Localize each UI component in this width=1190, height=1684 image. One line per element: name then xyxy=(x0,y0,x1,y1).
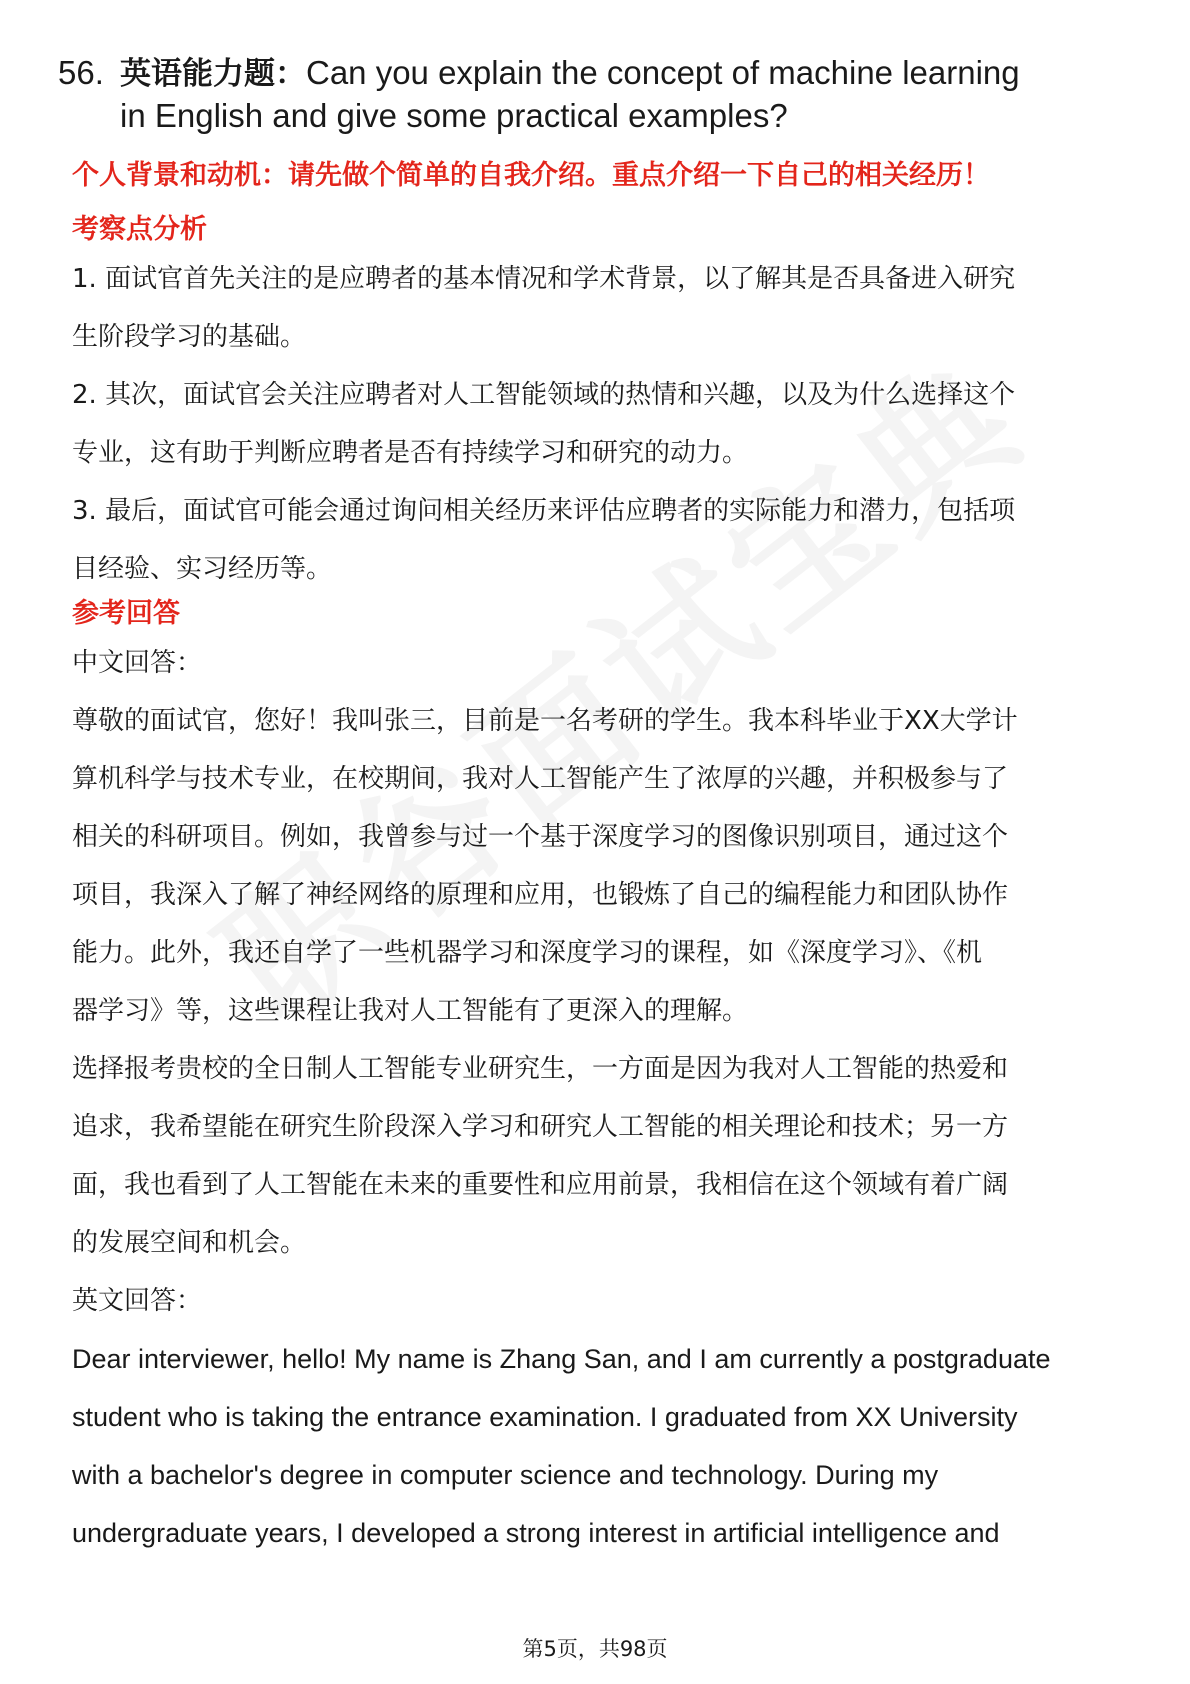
analysis-line: 2. 其次，面试官会关注应聘者对人工智能领域的热情和兴趣，以及为什么选择这个 xyxy=(72,380,1016,410)
en-answer-line: student who is taking the entrance examination. I graduated from XX University xyxy=(72,1402,1018,1432)
analysis-line: 专业，这有助于判断应聘者是否有持续学习和研究的动力。 xyxy=(72,438,749,468)
question-label: 英语能力题： xyxy=(120,56,306,92)
analysis-line: 3. 最后，面试官可能会通过询问相关经历来评估应聘者的实际能力和潜力，包括项 xyxy=(72,496,1016,526)
en-answer-line: Dear interviewer, hello! My name is Zhang San, and I am currently a postgraduate xyxy=(72,1344,1051,1374)
analysis-body xyxy=(72,250,1132,598)
analysis-line: 目经验、实习经历等。 xyxy=(72,554,333,584)
analysis-line: 1. 面试官首先关注的是应聘者的基本情况和学术背景，以了解其是否具备进入研究 xyxy=(72,264,1016,294)
cn-answer-line: 追求，我希望能在研究生阶段深入学习和研究人工智能的相关理论和技术；另一方 xyxy=(72,1112,1009,1142)
cn-answer-line: 选择报考贵校的全日制人工智能专业研究生，一方面是因为我对人工智能的热爱和 xyxy=(72,1054,1009,1084)
cn-answer-line: 的发展空间和机会。 xyxy=(72,1228,307,1258)
question-title xyxy=(58,52,1128,137)
en-answer-line: with a bachelor's degree in computer science and technology. During my xyxy=(72,1460,939,1490)
cn-answer-line: 相关的科研项目。例如，我曾参与过一个基于深度学习的图像识别项目，通过这个 xyxy=(72,822,1009,852)
cn-answer-line: 尊敬的面试官，您好！我叫张三，目前是一名考研的学生。我本科毕业于XX大学计 xyxy=(72,706,1018,736)
background-prompt-heading: 个人背景和动机：请先做个简单的自我介绍。重点介绍一下自己的相关经历！ xyxy=(72,160,990,191)
page-number-footer: 第5页，共98页 xyxy=(522,1637,668,1661)
reference-heading: 参考回答 xyxy=(72,598,180,629)
cn-answer-line: 器学习》等，这些课程让我对人工智能有了更深入的理解。 xyxy=(72,996,749,1026)
cn-answer-line: 算机科学与技术专业，在校期间，我对人工智能产生了浓厚的兴趣，并积极参与了 xyxy=(72,764,1009,794)
cn-answer-line: 面，我也看到了人工智能在未来的重要性和应用前景，我相信在这个领域有着广阔 xyxy=(72,1170,1009,1200)
cn-answer-line: 项目，我深入了解了神经网络的原理和应用，也锻炼了自己的编程能力和团队协作 xyxy=(72,880,1009,910)
analysis-line: 生阶段学习的基础。 xyxy=(72,322,307,352)
en-answer-label: 英文回答： xyxy=(72,1286,203,1316)
en-answer-line: undergraduate years, I developed a strong interest in artificial intelligence and xyxy=(72,1518,1000,1548)
analysis-heading: 考察点分析 xyxy=(72,214,207,245)
cn-answer-line: 能力。此外，我还自学了一些机器学习和深度学习的课程，如《深度学习》、《机 xyxy=(72,938,983,968)
reference-body xyxy=(72,634,1132,1562)
question-number: 56. xyxy=(58,54,104,91)
cn-answer-label: 中文回答： xyxy=(72,648,203,678)
question-text-line2: in English and give some practical examples? xyxy=(120,97,788,134)
question-text-line1: Can you explain the concept of machine learning xyxy=(306,54,1020,91)
